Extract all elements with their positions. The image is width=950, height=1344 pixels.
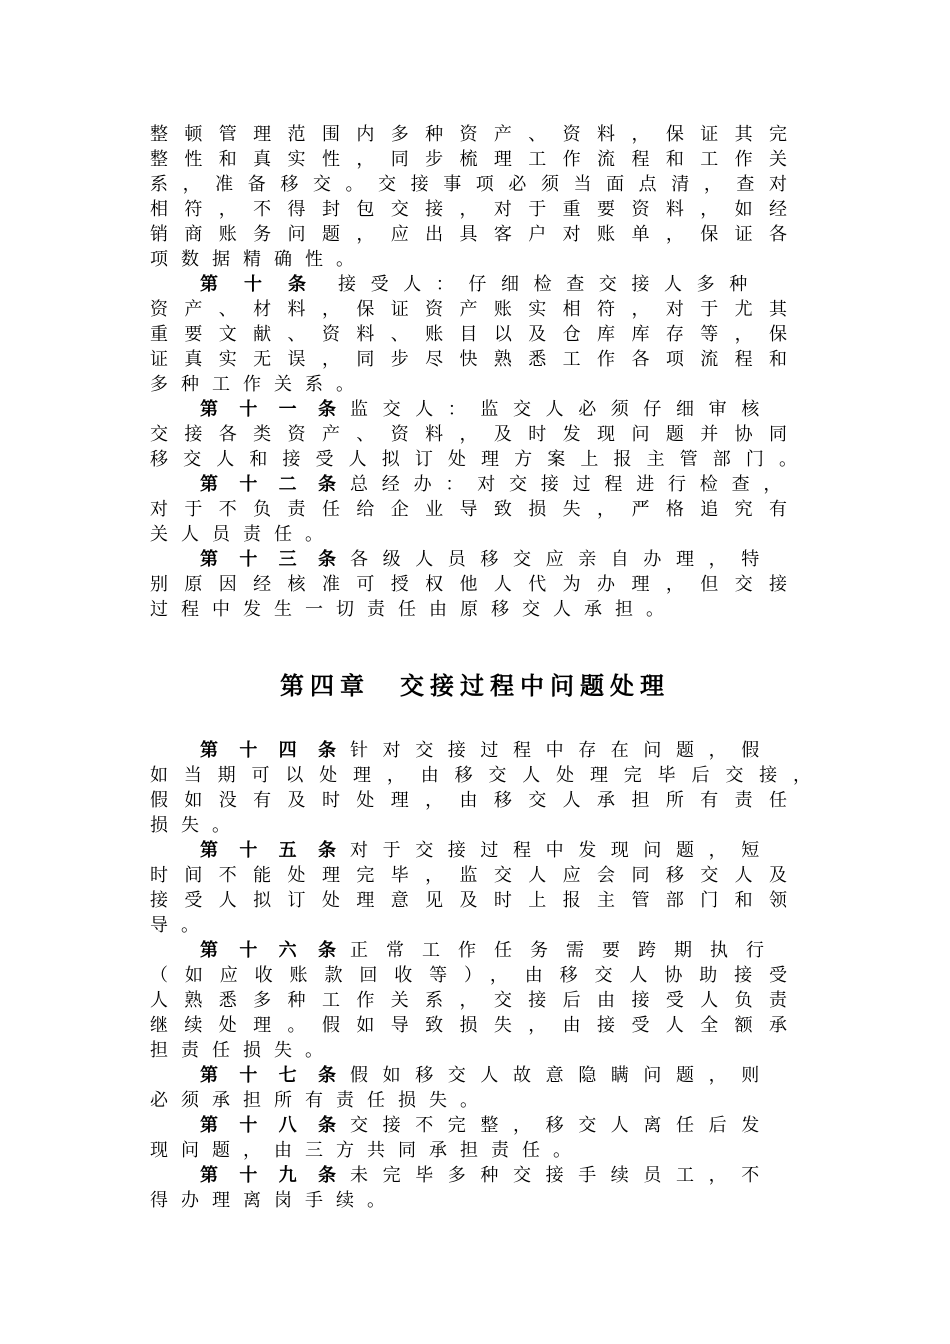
paragraph-line: 人熟悉多种工作关系，交接后由接受人负责 [150,990,788,1011]
paragraph-line: 资产、材料，保证资产账实相符，对于尤其 [150,299,788,320]
paragraph-line: 关人员责任。 [150,524,336,545]
article-15-first-line [150,838,810,863]
paragraph-line: 整性和真实性，同步梳理工作流程和工作关 [150,149,788,170]
paragraph-line: 相符，不得封包交接，对于重要资料，如经 [150,199,788,220]
article-12-label: 第十二条 [200,474,350,495]
article-16-text: 正常工作任务需要跨期执行 [350,940,782,961]
paragraph-line: 对于不负责任给企业导致损失，严格追究有 [150,499,788,520]
paragraph-line: 过程中发生一切责任由原移交人承担。 [150,599,677,620]
article-15-text: 对于交接过程中发现问题，短 [350,840,774,861]
paragraph-line: 交接各类资产、资料，及时发现问题并协同 [150,424,788,445]
paragraph-line: 证真实无误，同步尽快熟悉工作各项流程和 [150,349,788,370]
paragraph-line: 担责任损失。 [150,1040,336,1061]
article-block-lower [150,738,810,1213]
article-18-first-line [150,1113,810,1138]
article-11-first-line [150,397,810,422]
paragraph-line: 销商账务问题，应出具客户对账单，保证各 [150,224,788,245]
article-12-text: 总经办：对交接过程进行检查， [350,474,796,495]
article-17-text: 假如移交人故意隐瞒问题，则 [350,1065,774,1086]
paragraph-line: 如当期可以处理，由移交人处理完毕后交接， [150,765,812,786]
article-10-first-line [150,272,810,297]
chapter-title: 交接过程中问题处理 [400,672,670,700]
paragraph-line: 得办理离岗手续。 [150,1190,398,1211]
article-16-first-line [150,938,810,963]
article-10-label: 第十条 [200,274,320,295]
paragraph-line: 导。 [150,915,212,936]
paragraph-line: 整顿管理范围内多种资产、资料，保证其完 [150,124,788,145]
paragraph-line: 现问题，由三方共同承担责任。 [150,1140,584,1161]
paragraph-line: 项数据精确性。 [150,249,367,270]
paragraph-line: 系，准备移交。交接事项必须当面点清，查对 [150,174,788,195]
article-17-label: 第十七条 [200,1065,350,1086]
article-19-first-line [150,1163,810,1188]
paragraph-line: 别原因经核准可授权他人代为办理，但交接 [150,574,788,595]
article-13-label: 第十三条 [200,549,350,570]
article-19-label: 第十九条 [200,1165,350,1186]
paragraph-line: 假如没有及时处理，由移交人承担所有责任 [150,790,788,811]
paragraph-line: 继续处理。假如导致损失，由接受人全额承 [150,1015,788,1036]
chapter-number: 第四章 [280,672,370,700]
article-18-label: 第十八条 [200,1115,350,1136]
article-17-first-line [150,1063,810,1088]
article-12-first-line [150,472,810,497]
paragraph-line: 重要文献、资料、账目以及仓库库存等，保 [150,324,788,345]
article-11-label: 第十一条 [200,399,350,420]
article-14-first-line [150,738,810,763]
article-13-text: 各级人员移交应亲自办理，特 [350,549,774,570]
paragraph-line: 多种工作关系。 [150,374,367,395]
paragraph-line: 必须承担所有责任损失。 [150,1090,491,1111]
paragraph-line: 移交人和接受人拟订处理方案上报主管部门。 [150,449,798,470]
article-14-text: 针对交接过程中存在问题，假 [350,740,774,761]
paragraph-line: 损失。 [150,815,243,836]
paragraph-line: （如应收账款回收等），由移交人协助接受 [150,965,788,986]
article-18-text: 交接不完整，移交人离任后发 [350,1115,774,1136]
article-10-text: 接受人：仔细检查交接人多种 [338,274,762,295]
article-14-label: 第十四条 [200,740,350,761]
article-15-label: 第十五条 [200,840,350,861]
paragraph-line: 接受人拟订处理意见及时上报主管部门和领 [150,890,788,911]
article-16-label: 第十六条 [200,940,350,961]
article-13-first-line [150,547,810,572]
article-19-text: 未完毕多种交接手续员工，不 [350,1165,774,1186]
chapter-heading [0,668,950,704]
article-block-upper [150,122,810,622]
article-11-text: 监交人：监交人必须仔细审核 [350,399,774,420]
paragraph-line: 时间不能处理完毕，监交人应会同移交人及 [150,865,788,886]
